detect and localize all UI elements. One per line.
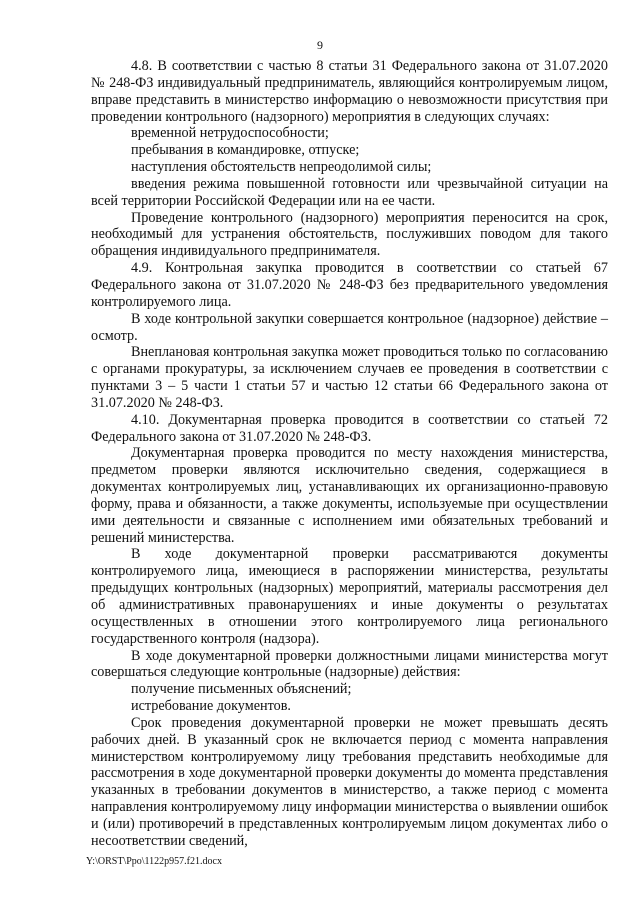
paragraph: 4.9. Контрольная закупка проводится в соответствии со статьей 67 Федерального закона от 31.07.2020 № 248-ФЗ без предварительного уведомления контролируемого лица. xyxy=(91,260,608,310)
paragraph: пребывания в командировке, отпуске; xyxy=(131,142,360,159)
page-number: 9 xyxy=(317,38,323,52)
paragraph: Проведение контрольного (надзорного) мероприятия переносится на срок, необходимый для устранения обстоятельств, послуживших поводом для такого обращения индивидуального предпринимателя. xyxy=(91,209,608,260)
paragraph: получение письменных объяснений; xyxy=(131,681,352,698)
paragraph: истребование документов. xyxy=(131,698,291,715)
paragraph: 4.10. Документарная проверка проводится в соответствии со статьей 72 Федерального закона от 31.07.2020 № 248-ФЗ. xyxy=(91,411,608,445)
paragraph: наступления обстоятельств непреодолимой силы; xyxy=(131,159,432,176)
paragraph: В ходе контрольной закупки совершается контрольное (надзорное) действие – осмотр. xyxy=(91,310,608,344)
paragraph: временной нетрудоспособности; xyxy=(131,125,329,142)
paragraph: Документарная проверка проводится по месту нахождения министерства, предметом проверки являются исключительно сведения, содержащиеся в документах контролируемых лиц, устанавливающих их организационно-правовую форму, права и обязанности, а также документы, используемые при осуществлении ими деятельности и связанные с исполнением ими обязательных требований и решений министерства. xyxy=(91,445,608,546)
document-body xyxy=(91,58,608,850)
paragraph: введения режима повышенной готовности или чрезвычайной ситуации на всей территории Российской Федерации или на ее части. xyxy=(91,175,608,209)
paragraph: Внеплановая контрольная закупка может проводиться только по согласованию с органами прокуратуры, за исключением случаев ее проведения в соответствии с пунктами 3 – 5 части 1 статьи 57 и частью 12 статьи 66 Федерального закона от 31.07.2020 № 248-ФЗ. xyxy=(91,344,608,411)
paragraph: 4.8. В соответствии с частью 8 статьи 31 Федерального закона от 31.07.2020 № 248-ФЗ индивидуальный предприниматель, являющийся контролируемым лицом, вправе представить в министерство информацию о невозможности присутствия при проведении контрольного (надзорного) мероприятия в следующих случаях: xyxy=(91,58,608,125)
paragraph: В ходе документарной проверки должностными лицами министерства могут совершаться следующие контрольные (надзорные) действия: xyxy=(91,647,608,681)
footer-file-path: Y:\ORST\Ppo\1122p957.f21.docx xyxy=(86,856,222,867)
paragraph: Срок проведения документарной проверки не может превышать десять рабочих дней. В указанный срок не включается период с момента направления министерством контролируемому лицу требования представить необходимые для рассмотрения в ходе документарной проверки документы до момента представления указанных в требовании документов в министерство, а также период с момента направления контролируемому лицу информации министерства о выявлении ошибок и (или) противоречий в представленных контролируемым лицом документах либо о несоответствии сведений, xyxy=(91,714,608,849)
paragraph: В ходе документарной проверки рассматриваются документы контролируемого лица, имеющиеся в распоряжении министерства, результаты предыдущих контрольных (надзорных) мероприятий, материалы рассмотрения дел об административных правонарушениях и иные документы о результатах осуществленных в отношении этого контролируемого лица регионального государственного контроля (надзора). xyxy=(91,546,608,647)
